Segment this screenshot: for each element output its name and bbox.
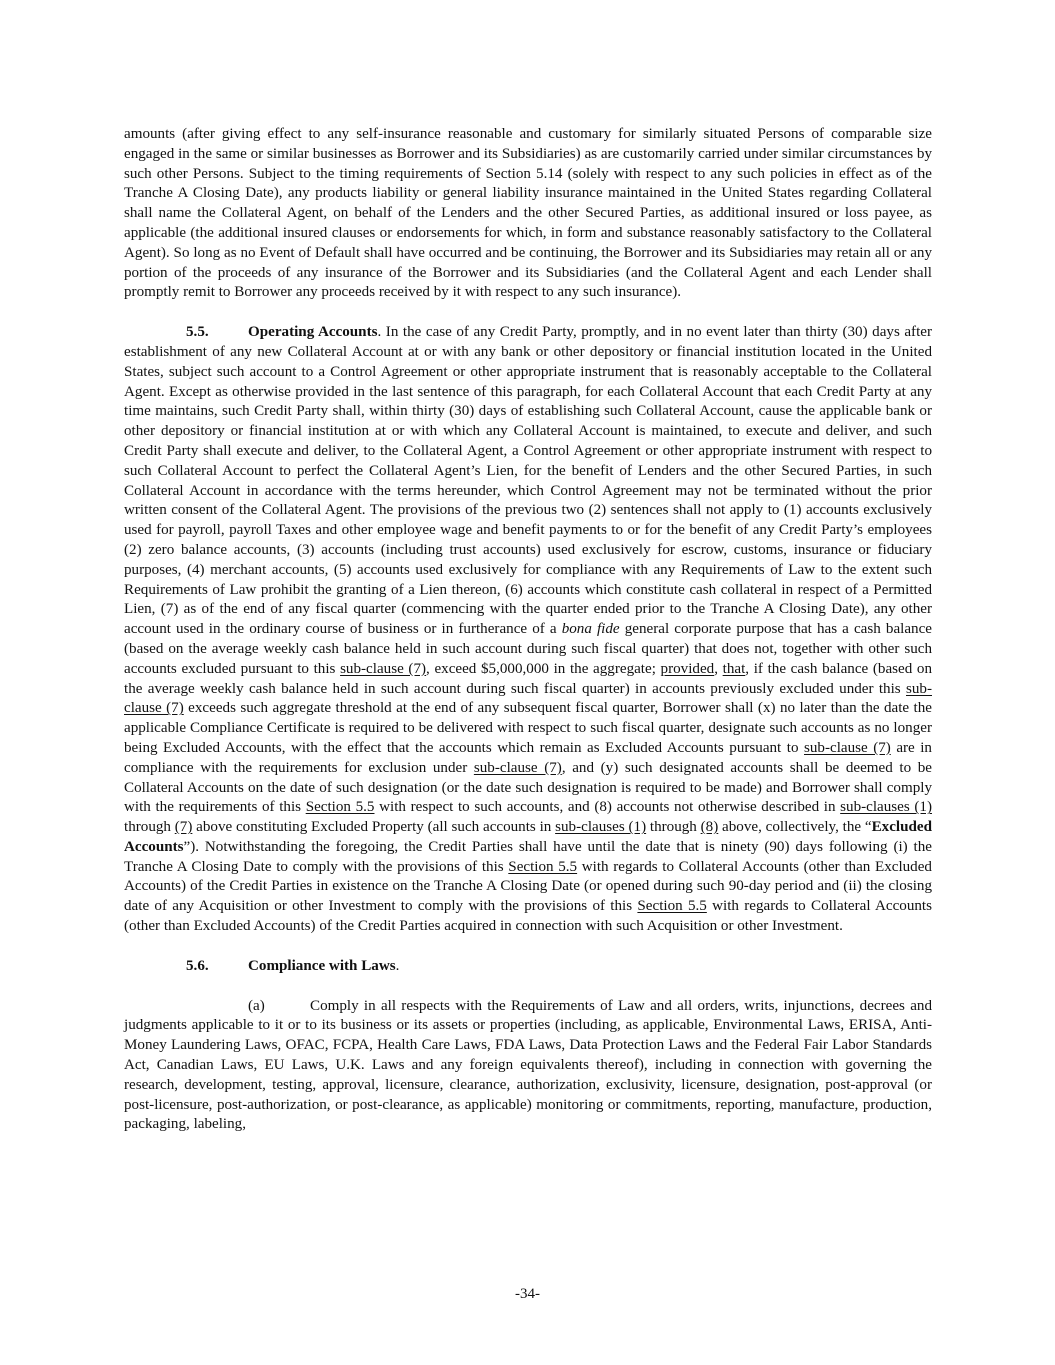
section-number: 5.6. [186,957,209,974]
cross-reference: Section 5.5 [305,799,375,816]
paragraph-gap [124,303,932,323]
cross-reference: sub-clause (7) [124,680,932,717]
cross-reference: sub-clause (7) [804,739,891,756]
document-page [124,125,932,1135]
cross-reference: that [722,660,746,677]
cross-reference: provided [660,660,715,677]
section-title: Compliance with Laws [248,957,396,974]
section-5-6-heading: 5.6. Compliance with Laws. [124,957,932,977]
cross-reference: sub-clause (7) [473,759,562,776]
section-5-6-clause-a: (a) Comply in all respects with the Requirements of Law and all orders, writs, injunctions, decrees and judgments applicable to it or to its business or its assets or properties (including, as applicable, Environmental Laws, ERISA, Anti-Money Laundering Laws, OFAC, FCPA, Health Care Laws, FDA Laws, Data Protection Laws and the Federal Fair Labor Standards Act, Canadian Laws, EU Laws, U.K. Laws and any foreign equivalents thereof), including in connection with governing the research, development, testing, approval, licensure, clearance, authorization, exclusivity, licensure, designation, post-approval (or post-licensure, post-authorization, or post-clearance, as applicable) monitoring or commitments, reporting, manufacture, production, packaging, labeling, [124,997,932,1133]
paragraph-gap [124,977,932,997]
section-title: Operating Accounts [248,324,378,341]
paragraph-gap [124,937,932,957]
clause-label: (a) [248,997,265,1014]
cross-reference: Section 5.5 [637,898,707,915]
cross-reference: sub-clauses (1) [555,819,647,836]
cross-reference: (7) [174,819,193,836]
section-5-5-operating-accounts: 5.5. Operating Accounts. In the case of any Credit Party, promptly, and in no event later than thirty (30) days after establishment of any new Collateral Account at or with any bank or other depository or financial institution located in the United States, subject such account to a Control Agreement or other appropriate instrument that is reasonably acceptable to the Collateral Agent. Except as otherwise provided in the last sentence of this paragraph, for each Collateral Account that each Credit Party at any time maintains, such Credit Party shall, within thirty (30) days of establishing such Collateral Account, cause the applicable bank or other depository or financial institution at or with which any Collateral Account is maintained, to execute and deliver, and such Credit Party shall execute and deliver, to the Collateral Agent, a Control Agreement or other appropriate instrument with respect to such Collateral Account to perfect the Collateral Agent’s Lien, for the benefit of Lenders and the other Secured Parties, in such Collateral Account in accordance with the terms hereunder, which Control Agreement may not be terminated without the prior written consent of the Collateral Agent. The provisions of the previous two (2) sentences shall not apply to (1) accounts exclusively used for payroll, payroll Taxes and other employee wage and benefit payments to or for the benefit of any Credit Party’s employees (2) zero balance accounts, (3) accounts (including trust accounts) used exclusively for escrow, customs, insurance or fiduciary purposes, (4) merchant accounts, (5) accounts used exclusively for compliance with any Requirements of Law to the extent such Requirements of Law prohibit the granting of a Lien thereon, (6) accounts which constitute cash collateral in respect of a Permitted Lien, (7) as of the end of any fiscal quarter (commencing with the quarter ended prior to the Tranche A Closing Date), any other account used in the ordinary course of business or in furtherance of a bona fide general corporate purpose that has a cash balance (based on the average weekly cash balance held in such account during such fiscal quarter) that does not, together with other such accounts excluded pursuant to this sub-clause (7), exceed $5,000,000 in the aggregate; provided, that, if the cash balance (based on the average weekly cash balance held in such account during such fiscal quarter) in accounts previously excluded under this sub-clause (7) exceeds such aggregate threshold at the end of any subsequent fiscal quarter, Borrower shall (x) no later than the date the applicable Compliance Certificate is required to be delivered with respect to such fiscal quarter, designate such accounts as no longer being Excluded Accounts, with the effect that the accounts which remain as Excluded Accounts pursuant to sub-clause (7) are in compliance with the requirements for exclusion under sub-clause (7), and (y) such designated accounts shall be deemed to be Collateral Accounts on the date of such designation (or the date such designation is required to be made) and Borrower shall comply with the requirements of this Section 5.5 with respect to such accounts, and (8) accounts not otherwise described in sub-clauses (1) through (7) above constituting Excluded Property (all such accounts in sub-clauses (1) through (8) above, collectively, the “Excluded Accounts”). Notwithstanding the foregoing, the Credit Parties shall have until the date that is ninety (90) days following (i) the Tranche A Closing Date to comply with the provisions of this Section 5.5 with regards to Collateral Accounts (other than Excluded Accounts) of the Credit Parties in existence on the Tranche A Closing Date (or opened during such 90-day period and (ii) the closing date of any Acquisition or other Investment to comply with the provisions of this Section 5.5 with regards to Collateral Accounts (other than Excluded Accounts) of the Credit Parties acquired in connection with such Acquisition or other Investment. [124,324,933,935]
cross-reference: sub-clause (7) [340,660,427,677]
section-number: 5.5. [186,324,209,341]
cross-reference: Section 5.5 [508,858,578,875]
cross-reference: sub-clauses (1) [840,799,932,816]
cross-reference: (8) [700,819,719,836]
paragraph-insurance-continuation: amounts (after giving effect to any self-insurance reasonable and customary for similarly situated Persons of comparable size engaged in the same or similar businesses as Borrower and its Subsidiaries) as are customarily carried under similar circumstances by such other Persons. Subject to the timing requirements of Section 5.14 (solely with respect to any such policies in effect as of the Tranche A Closing Date), any products liability or general liability insurance maintained in the United States regarding Collateral shall name the Collateral Agent, on behalf of the Lenders and the other Secured Parties, as additional insured or loss payee, as applicable (the additional insured clauses or endorsements for which, in form and substance reasonably satisfactory to the Collateral Agent). So long as no Event of Default shall have occurred and be continuing, the Borrower and its Subsidiaries may retain all or any portion of the proceeds of any insurance of the Borrower and its Subsidiaries (and the Collateral Agent and each Lender shall promptly remit to Borrower any proceeds received by it with respect to any such insurance). [124,126,932,301]
page-number: -34- [515,1286,540,1302]
defined-term: Excluded Accounts [124,819,932,855]
